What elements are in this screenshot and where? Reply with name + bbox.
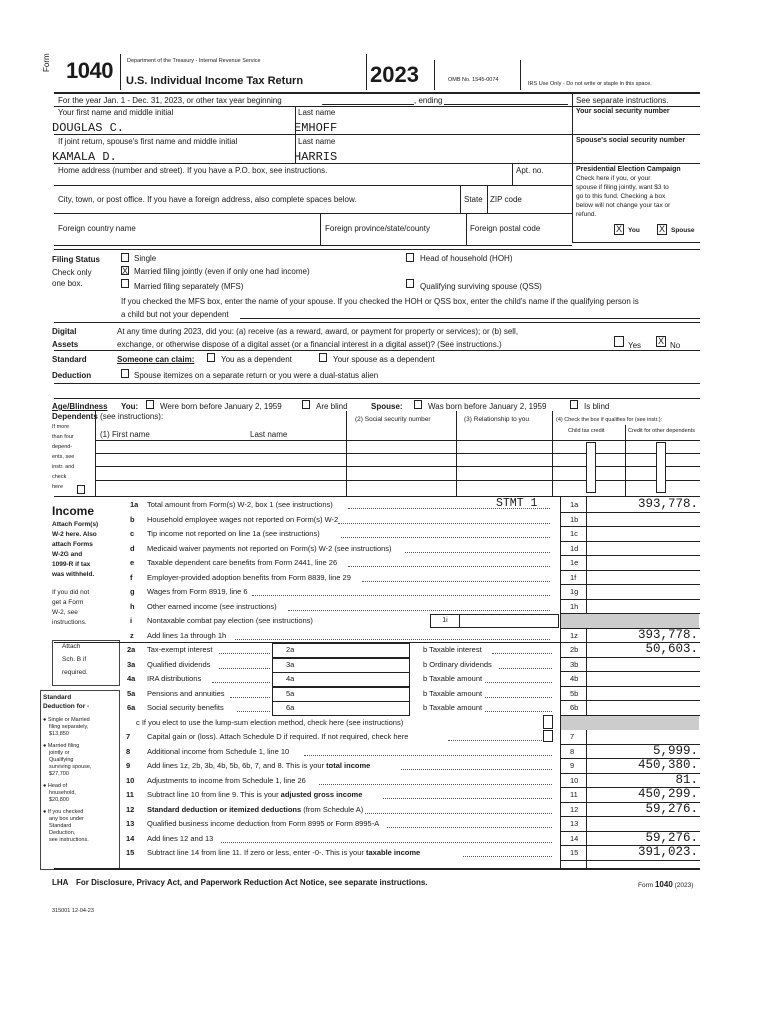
line-box-label: 15 [570, 848, 579, 857]
form-number: 1040 [66, 58, 113, 83]
line-number: 11 [126, 790, 134, 799]
dependent-child-credit-boxes[interactable] [586, 442, 596, 493]
leader-dots [252, 595, 550, 596]
line-number: 14 [126, 833, 135, 843]
std-deduction-item-line: ● If you checked [43, 809, 84, 815]
foreign-postal-label: Foreign postal code [470, 224, 541, 233]
line-number: e [130, 558, 135, 567]
dependents-col-last-name: Last name [250, 430, 288, 439]
no-w2-note-line: instructions. [52, 619, 87, 626]
line-text: Qualified business income deduction from Form 8995 or Form 8995-A [147, 819, 380, 828]
no-w2-note-line: If you did not [52, 589, 90, 596]
line-b-text: b Ordinary dividends [423, 659, 492, 669]
line-text: Qualified dividends [147, 659, 211, 669]
line-b-text: b Taxable amount [423, 703, 483, 712]
leader-dots [288, 610, 550, 611]
digital-assets-title-2: Assets [52, 340, 79, 349]
std-deduction-item-line: Deduction, [49, 830, 76, 836]
standard-deduction-title: Standard [52, 355, 87, 364]
schedule-b-note-line: Sch. B if [62, 656, 87, 663]
leader-dots [485, 682, 552, 683]
attach-note-line: attach Forms [52, 541, 93, 548]
line-box-label: 5b [570, 688, 579, 698]
no-w2-note-line: W-2, see [52, 609, 78, 616]
you-blind-label: Are blind [316, 402, 348, 411]
campaign-text-5: refund. [576, 211, 597, 218]
row-rule [560, 671, 700, 672]
you-born-before-checkbox[interactable] [146, 400, 154, 409]
line-number: 1a [130, 500, 139, 509]
omb-number: OMB No. 1545-0074 [448, 77, 499, 83]
line-text-wrap [147, 805, 363, 814]
department-label: Department of the Treasury - Internal Revenue Service [127, 58, 261, 64]
attach-note-line: was withheld. [52, 571, 95, 578]
line-number: b [130, 514, 135, 524]
line-text: Wages from Form 8919, line 6 [147, 587, 248, 596]
line-amount[interactable]: 59,276. [645, 830, 698, 845]
footer-form-word: Form [638, 882, 654, 889]
spouse-itemizes-checkbox[interactable] [121, 369, 129, 378]
more-dependents-checkbox[interactable] [77, 485, 85, 494]
std-deduction-item-line: Standard [49, 823, 72, 829]
row-rule [560, 570, 700, 571]
dependent-other-credit-boxes[interactable] [656, 442, 666, 493]
tax-year-label: For the year Jan. 1 - Dec. 31, 2023, or other tax year beginning [58, 96, 282, 105]
leader-dots [230, 697, 270, 698]
line-text-wrap [147, 776, 306, 785]
line-amount[interactable]: 81. [675, 772, 698, 787]
line-text: Adjustments to income from Schedule 1, line 26 [147, 775, 306, 785]
std-deduction-title-line: Standard [43, 694, 72, 701]
spouse-blind-checkbox[interactable] [570, 400, 578, 409]
row-rule [560, 860, 700, 861]
state-label: State [464, 195, 483, 204]
std-deduction-item-line: ● Head of [43, 783, 68, 789]
line-text: Add lines 12 and 13 [147, 833, 214, 843]
std-deduction-item-line: any box under [49, 816, 84, 822]
leader-dots [485, 697, 552, 698]
first-name-label: Your first name and middle initial [58, 108, 174, 117]
line-box-label: 1d [570, 543, 579, 553]
digital-no-label: No [670, 341, 681, 350]
line-box-label: 2b [570, 645, 579, 654]
line-1i-amount-box[interactable] [458, 614, 559, 628]
leader-dots [348, 566, 550, 567]
see-instructions: See separate instructions. [576, 96, 669, 105]
line-box-label: 1g [570, 587, 579, 596]
you-as-dependent-label: You as a dependent [221, 355, 292, 364]
leader-dots [212, 682, 270, 683]
line-box-label: 14 [570, 833, 579, 843]
line-number: 8 [126, 746, 131, 756]
filing-status-check-note-1: Check only [52, 268, 92, 277]
line-number: 3a [127, 659, 136, 669]
leader-dots [362, 581, 550, 582]
line-text: Tip income not reported on line 1a (see instructions) [147, 529, 320, 538]
attach-note-line: 1099-R if tax [52, 561, 91, 568]
leader-dots [499, 668, 552, 669]
line-box-label: 1e [570, 558, 579, 567]
line-text-wrap [147, 834, 213, 843]
last-name-value[interactable]: EMHOFF [294, 121, 338, 135]
spouse-itemizes-label: Spouse itemizes on a separate return or you were a dual-status alien [134, 371, 379, 380]
mfs-checkbox[interactable] [121, 279, 129, 288]
line-box-label: 7 [570, 732, 575, 741]
line-number: 12 [126, 804, 135, 814]
line-text-wrap [147, 732, 408, 741]
ssn-label: Your social security number [576, 108, 670, 115]
line-text: Employer-provided adoption benefits from Form 8839, line 29 [147, 572, 351, 582]
std-deduction-item-line: Qualifying [49, 757, 74, 763]
dependents-side-line: If more [52, 424, 70, 430]
filing-status-check-note-2: one box. [52, 279, 83, 288]
line-box-label: 4b [570, 674, 579, 683]
leader-dots [405, 552, 550, 553]
line-amount[interactable]: 59,276. [645, 801, 698, 816]
capital-gain-checkbox[interactable] [543, 730, 553, 742]
dependents-heading [52, 412, 163, 421]
first-name-value[interactable]: DOUGLAS C. [52, 121, 125, 135]
line-text: Social security benefits [147, 703, 224, 712]
line-6c-shade [561, 716, 699, 731]
row-rule [560, 686, 700, 687]
row-rule [560, 555, 700, 556]
line-box-label: 1a [570, 500, 579, 509]
foreign-province-label: Foreign province/state/county [325, 224, 430, 233]
std-deduction-item-line: $13,850 [49, 731, 69, 737]
hoh-checkbox[interactable] [406, 253, 414, 262]
line-box-label: 1c [570, 529, 578, 538]
dependents-side-line: here [52, 484, 64, 490]
leader-dots [304, 755, 552, 756]
leader-dots [221, 842, 552, 843]
row-rule [560, 526, 700, 527]
line-a-label: 2a [286, 645, 295, 654]
line-text: Pensions and annuities [147, 688, 225, 698]
line-b-text: b Taxable amount [423, 688, 483, 698]
line-a-label: 4a [286, 674, 295, 683]
line-text-wrap [147, 761, 370, 770]
campaign-text-1: Check here if you, or your [576, 175, 651, 182]
spouse-born-before-label: Was born before January 2, 1959 [428, 402, 547, 411]
leader-dots [401, 769, 552, 770]
line-text: Add lines 1z, 2b, 3b, 4b, 5b, 6b, 7, and 8. This is your [147, 761, 327, 770]
dependents-col-check: (4) Check the box if qualifies for (see instr.): [556, 417, 663, 423]
dependents-col-other-credit: Credit for other dependents [628, 428, 695, 434]
dependents-col-first-name: (1) First name [100, 430, 150, 439]
line-text-wrap [147, 790, 362, 799]
line-number: 7 [126, 732, 131, 741]
lha-label: LHA [52, 878, 69, 887]
line-amount[interactable]: 450,299. [637, 787, 698, 801]
std-deduction-item-line: ● Single or Married [43, 717, 90, 723]
leader-dots [383, 798, 552, 799]
line-b-text: b Taxable interest [423, 645, 482, 654]
line-amount[interactable]: 5,999. [652, 743, 698, 758]
line-number: 10 [126, 775, 135, 785]
apt-label: Apt. no. [516, 166, 544, 175]
line-box-label: 3b [570, 659, 579, 669]
line-number: c [130, 529, 135, 538]
last-name-label: Last name [298, 108, 336, 117]
leader-dots [338, 523, 550, 524]
line-text: Capital gain or (loss). Attach Schedule D if required. If not required, check here [147, 732, 409, 741]
line-number: 6a [127, 703, 136, 712]
line-number: i [130, 616, 133, 625]
line-text-bold: adjusted gross income [280, 790, 363, 799]
campaign-you-label: You [628, 227, 640, 234]
std-deduction-item-line: household, [49, 790, 76, 796]
line-text: Subtract line 10 from line 9. This is your [147, 790, 281, 799]
spouse-first-name-label: If joint return, spouse's first name and middle initial [58, 137, 238, 146]
row-rule [560, 816, 700, 817]
line-number: 4a [127, 674, 136, 683]
mfs-label: Married filing separately (MFS) [134, 282, 244, 291]
std-deduction-item-line: $20,800 [49, 797, 69, 803]
campaign-text-2: spouse if filing jointly, want $3 to [576, 184, 669, 191]
digital-no-checkbox[interactable]: X [657, 336, 664, 346]
tax-year: 2023 [370, 62, 419, 87]
qss-checkbox[interactable] [406, 279, 414, 288]
dependents-see-instructions: (see instructions): [100, 412, 164, 421]
line-text: Taxable dependent care benefits from Form 2441, line 26 [147, 558, 338, 567]
row-rule [560, 584, 700, 585]
line-box-label: 1b [570, 514, 579, 524]
std-deduction-item-line: jointly or [49, 750, 70, 756]
std-deduction-item-line: see instructions. [49, 837, 89, 843]
line-box-label: 1z [570, 630, 578, 640]
stmt-reference: STMT 1 [496, 497, 538, 510]
spouse-as-dependent-label: Your spouse as a dependent [333, 355, 435, 364]
row-rule [560, 512, 700, 513]
you-as-dependent-checkbox[interactable] [207, 353, 215, 362]
income-divider [54, 642, 560, 643]
age-blindness-title: Age/Blindness [52, 402, 108, 411]
age-spouse-label: Spouse: [371, 402, 403, 411]
line-box-label: 12 [570, 804, 579, 814]
line-number: h [130, 601, 135, 611]
attach-note-line: W-2G and [52, 551, 83, 558]
std-deduction-item-line: filing separately, [49, 724, 89, 730]
income-title: Income [52, 504, 95, 518]
row-rule [560, 700, 700, 701]
line-box-label: 6b [570, 703, 579, 712]
line-amount[interactable]: 391,023. [637, 845, 698, 859]
hoh-label: Head of household (HOH) [420, 254, 513, 263]
digital-assets-question-1: At any time during 2023, did you: (a) receive (as a reward, award, or payment for property or services); or (b) sell, [117, 327, 519, 336]
spouse-born-before-checkbox[interactable] [414, 400, 422, 409]
std-deduction-item-line: $27,700 [49, 771, 69, 777]
line-1i-shade [561, 614, 699, 629]
leader-dots [448, 740, 552, 741]
foreign-country-label: Foreign country name [58, 224, 136, 233]
spouse-first-name-value[interactable]: KAMALA D. [52, 150, 117, 164]
lump-sum-checkbox[interactable] [543, 715, 553, 729]
line-number: g [130, 587, 135, 596]
leader-dots [492, 653, 552, 654]
digital-yes-label: Yes [628, 341, 642, 350]
campaign-spouse-label: Spouse [671, 227, 695, 234]
city-label: City, town, or post office. If you have a foreign address, also complete spaces below. [58, 195, 357, 204]
line-number: z [130, 630, 134, 640]
line-text-wrap [147, 747, 289, 756]
line-box-label: 8 [570, 746, 575, 756]
line-amount[interactable]: 393,778. [637, 497, 698, 511]
line-text-tail: (from Schedule A) [301, 804, 364, 814]
line-number: 15 [126, 848, 135, 857]
tax-year-ending: , ending [414, 96, 443, 105]
form-word: Form [42, 53, 51, 72]
line-text: Total amount from Form(s) W-2, box 1 (see instructions) [147, 500, 333, 509]
line-box-label: 10 [570, 775, 579, 785]
line-number: 13 [126, 819, 135, 828]
dependents-side-line: check [52, 474, 67, 480]
age-you-label: You: [121, 402, 139, 411]
leader-dots [219, 653, 270, 654]
line-box-label: 1h [570, 601, 579, 611]
someone-can-claim: Someone can claim: [117, 355, 195, 364]
footer-form-label [638, 880, 693, 889]
row-rule [560, 657, 700, 658]
row-rule [560, 599, 700, 600]
digital-yes-checkbox[interactable] [614, 336, 624, 347]
line-a-label: 6a [286, 703, 295, 712]
qss-label: Qualifying surviving spouse (QSS) [420, 282, 542, 291]
spouse-as-dependent-checkbox[interactable] [319, 353, 327, 362]
spouse-last-name-value[interactable]: HARRIS [294, 150, 338, 164]
std-deduction-title-line: Deduction for - [43, 703, 90, 710]
line-number: 2a [127, 645, 136, 654]
footer-form-year: (2023) [674, 882, 694, 889]
line-box-label: 9 [570, 761, 575, 770]
digital-assets-question-2: exchange, or otherwise dispose of a digital asset (or a financial interest in a digital asset)? (See instructions.) [117, 340, 502, 349]
line-text: Tax-exempt interest [147, 645, 213, 654]
line-amount[interactable]: 450,380. [637, 758, 698, 772]
you-born-before-label: Were born before January 2, 1959 [160, 402, 282, 411]
line-number: 9 [126, 761, 131, 770]
irs-use-only: IRS Use Only - Do not write or staple in this space. [528, 81, 652, 87]
form-title: U.S. Individual Income Tax Return [126, 75, 304, 87]
campaign-title: Presidential Election Campaign [576, 166, 681, 173]
line-6c-text: c If you elect to use the lump-sum election method, check here (see instructions) [136, 717, 404, 727]
row-rule [560, 541, 700, 542]
spouse-last-name-label: Last name [298, 137, 336, 146]
footer-form-number: 1040 [654, 880, 673, 889]
leader-dots [235, 639, 550, 640]
campaign-text-4: below will not change your tax or [576, 202, 671, 209]
dependents-col-ssn: (2) Social security number [355, 416, 431, 423]
leader-dots [319, 784, 552, 785]
dependents-col-child-credit: Child tax credit [568, 428, 605, 434]
line-number: 5a [127, 688, 136, 698]
campaign-you-checkbox[interactable]: X [615, 224, 622, 234]
line-1i-box: 1i [430, 614, 460, 628]
line-text: Nontaxable combat pay election (see instructions) [147, 616, 313, 625]
zip-label: ZIP code [490, 195, 522, 204]
spouse-ssn-label: Spouse's social security number [576, 137, 686, 144]
line-text-bold: taxable income [365, 848, 421, 857]
mfj-checkbox[interactable]: X [122, 266, 129, 276]
line-box-label: 1f [570, 572, 577, 582]
leader-dots [341, 537, 550, 538]
line-amount[interactable]: 393,778. [637, 627, 698, 642]
line-box-label: 11 [570, 790, 578, 799]
digital-assets-title: Digital [52, 327, 77, 336]
line-a-label: 3a [286, 659, 295, 669]
line-text-bold: total income [326, 761, 371, 770]
dependents-title: Dependents [52, 412, 98, 421]
std-deduction-item-line: ● Married filing [43, 743, 80, 749]
line-text: Other earned income (see instructions) [147, 601, 277, 611]
dependents-side-line: ents, see [52, 454, 75, 460]
single-label: Single [134, 254, 157, 263]
line-text: Household employee wages not reported on Form(s) W-2 [147, 514, 339, 524]
line-text-wrap [147, 819, 379, 828]
spouse-blind-label: Is blind [584, 402, 610, 411]
dependents-side-line: depend- [52, 444, 73, 450]
attach-note-line: W-2 here. Also [52, 531, 97, 538]
schedule-b-note-line: required. [62, 669, 88, 676]
mfj-label: Married filing jointly (even if only one had income) [134, 267, 310, 276]
leader-dots [485, 711, 552, 712]
line-number: f [130, 572, 133, 582]
campaign-text-3: go to this fund. Checking a box [576, 193, 666, 200]
dependents-side-line: than four [52, 434, 74, 440]
single-checkbox[interactable] [121, 253, 129, 262]
leader-dots [219, 668, 270, 669]
footer-notice: For Disclosure, Privacy Act, and Paperwork Reduction Act Notice, see separate instructions. [76, 878, 428, 887]
form-code: 315001 12-04-23 [52, 908, 94, 914]
std-deduction-item-line: surviving spouse, [49, 764, 92, 770]
schedule-b-note-line: Attach [62, 643, 81, 650]
attach-note-line: Attach Form(s) [52, 521, 99, 528]
campaign-spouse-checkbox[interactable]: X [658, 224, 665, 234]
dependents-side-line: instr. and [52, 464, 75, 470]
line-b-text: b Taxable amount [423, 674, 483, 683]
leader-dots [237, 711, 270, 712]
leader-dots [365, 813, 552, 814]
filing-status-note-2: a child but not your dependent [121, 310, 229, 319]
home-address-label: Home address (number and street). If you have a P.O. box, see instructions. [58, 166, 328, 175]
filing-status-note-1: If you checked the MFS box, enter the name of your spouse. If you checked the HOH or QSS box, enter the child's name if the qualifying person is [121, 297, 639, 306]
no-w2-note-line: get a Form [52, 599, 84, 606]
line-text: Medicaid waiver payments not reported on Form(s) W-2 (see instructions) [147, 543, 392, 553]
line-text: Subtract line 14 from line 11. If zero or less, enter -0-. This is your [147, 848, 366, 857]
you-blind-checkbox[interactable] [302, 400, 310, 409]
line-amount[interactable]: 50,603. [645, 642, 698, 656]
standard-deduction-title-2: Deduction [52, 371, 92, 380]
line-text: IRA distributions [147, 674, 202, 683]
line-text: Additional income from Schedule 1, line 10 [147, 746, 290, 756]
line-text-wrap [147, 848, 420, 857]
filing-status-title: Filing Status [52, 255, 100, 264]
line-text-bold: Standard deduction or itemized deductions [147, 804, 302, 814]
line-number: d [130, 543, 135, 553]
leader-dots [387, 827, 552, 828]
leader-dots [463, 856, 552, 857]
dependents-col-relationship: (3) Relationship to you [464, 416, 530, 423]
line-box-label: 13 [570, 819, 579, 828]
line-text: Add lines 1a through 1h [147, 630, 227, 640]
line-a-label: 5a [286, 688, 295, 698]
